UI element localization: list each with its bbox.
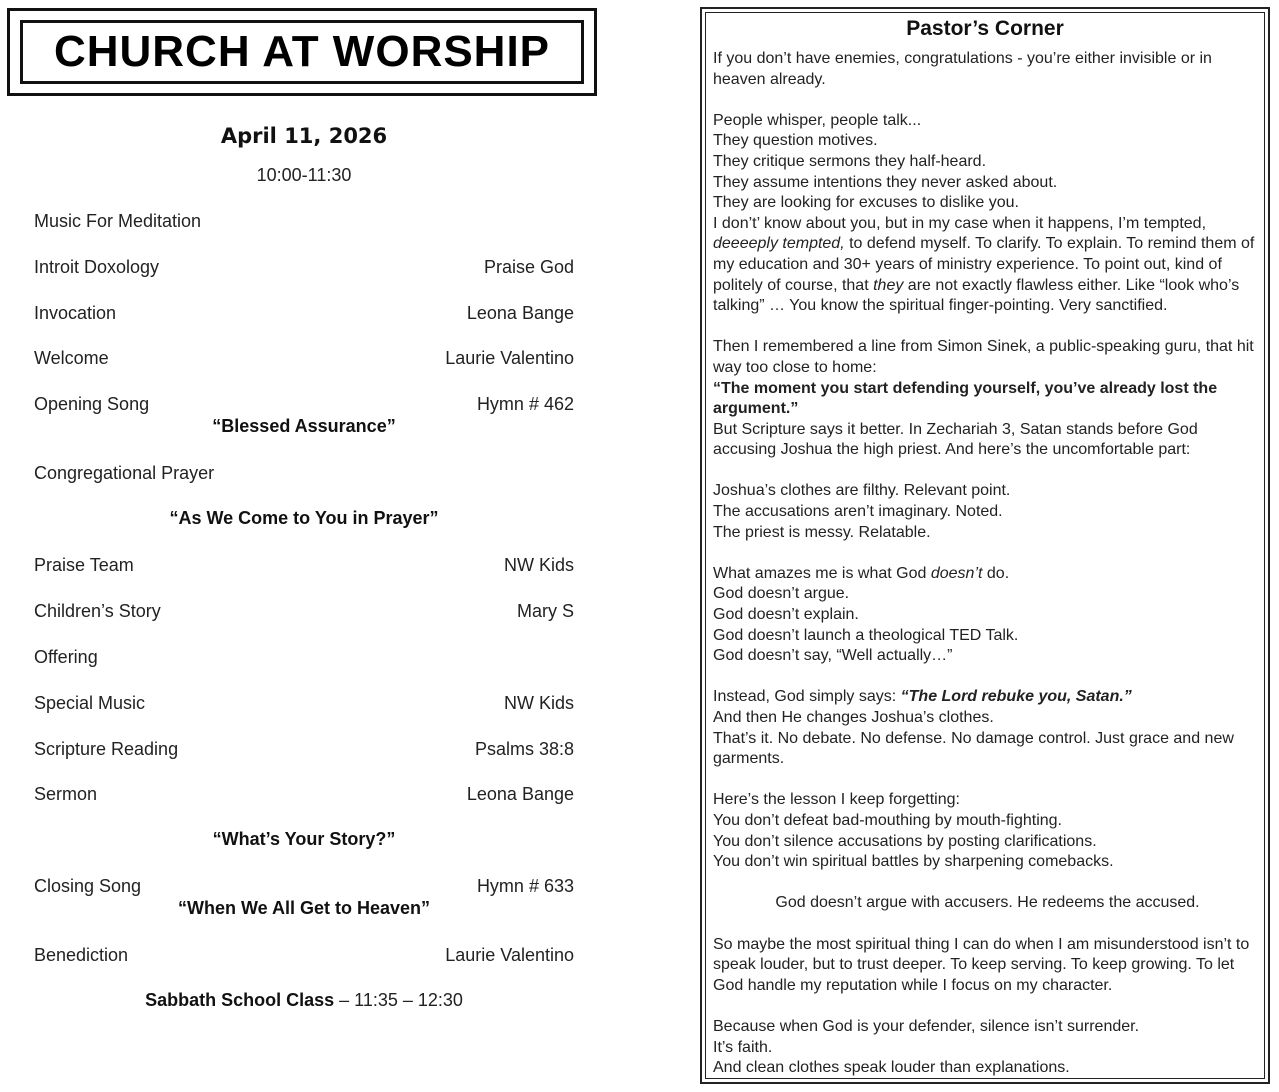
paragraph-trust-deeper: So maybe the most spiritual thing I can do when I am misunderstood isn’t to speak louder, but to trust deeper. To keep serving. To keep growing. To let God handle my reputation while I focus on my character.: [713, 935, 1250, 994]
title-banner-inner: [20, 20, 584, 84]
program-label: Praise Team: [34, 554, 134, 575]
program-label: Children’s Story: [34, 600, 161, 621]
emphasis-text: doesn’t: [930, 564, 983, 582]
text-line: But Scripture says it better. In Zechariah 3, Satan stands before God accusing Joshua the high priest. And here’s the uncomfortable part:: [713, 420, 1198, 459]
service-time: 10:00-11:30: [256, 165, 352, 185]
program-value: Laurie Valentino: [445, 347, 574, 368]
program-row-introit: [34, 255, 574, 279]
program-label: Scripture Reading: [34, 738, 179, 759]
paragraph-rebuke: [713, 687, 1262, 769]
text-line: They critique sermons they half-heard.: [713, 152, 987, 170]
program-row-scripture: [34, 737, 574, 761]
prayer-title: “As We Come to You in Prayer”: [169, 508, 439, 528]
pastors-corner-body: [713, 49, 1262, 1079]
paragraph-people-talk: [713, 111, 1262, 317]
program-value: Praise God: [483, 256, 574, 277]
text-line: Because when God is your defender, silence isn’t surrender.: [713, 1017, 1140, 1035]
text-line: God doesn’t argue.: [713, 585, 850, 603]
text-line: Here’s the lesson I keep forgetting:: [713, 791, 960, 809]
paragraph-key-line: God doesn’t argue with accusers. He redeems the accused.: [775, 894, 1200, 912]
program-label: Offering: [34, 646, 98, 667]
sabbath-school-label: Sabbath School Class: [145, 990, 335, 1010]
emphasis-text: deeeeply tempted,: [713, 235, 845, 253]
sabbath-school-time: – 11:35 – 12:30: [334, 990, 463, 1010]
program-label: Welcome: [34, 347, 109, 368]
text-line: And clean clothes speak louder than explanations.: [713, 1059, 1070, 1077]
text-line: You don’t defeat bad-mouthing by mouth-fighting.: [713, 811, 1062, 829]
program-value: Psalms 38:8: [474, 738, 574, 759]
program-label: Music For Meditation: [34, 210, 202, 231]
program-row-invocation: [34, 301, 574, 325]
inline-text: I don’t’ know about you, but in my case when it happens, I’m tempted,: [713, 214, 1207, 232]
program-row-opening-song: [34, 392, 574, 416]
program-value: Hymn # 633: [476, 875, 574, 896]
program-value: Mary S: [516, 600, 574, 621]
program-row-music-meditation: [34, 209, 574, 233]
text-line: And then He changes Joshua’s clothes.: [713, 709, 994, 726]
paragraph-god-doesnt: [713, 564, 1262, 667]
program-value: Leona Bange: [466, 302, 574, 323]
program-label: Benediction: [34, 944, 129, 965]
sabbath-school-line: [0, 990, 608, 1011]
sermon-title: “What’s Your Story?”: [212, 829, 396, 849]
program-value: NW Kids: [503, 692, 574, 713]
text-line: People whisper, people talk...: [713, 111, 922, 129]
text-line: They assume intentions they never asked about.: [713, 173, 1058, 191]
text-line: God doesn’t launch a theological TED Talk.: [713, 626, 1019, 644]
inline-text: What amazes me is what God: [713, 564, 931, 582]
text-line: [713, 564, 1262, 585]
text-line: That’s it. No debate. No defense. No damage control. Just grace and new garments.: [713, 729, 1234, 768]
program-value: Leona Bange: [466, 783, 574, 804]
text-line: They question motives.: [713, 132, 878, 150]
text-line-tempted: [713, 214, 1262, 317]
text-line: You don’t silence accusations by posting clarifications.: [713, 832, 1097, 850]
emphasis-text: they: [873, 276, 904, 294]
pastors-corner-box: [700, 7, 1270, 1084]
text-line: God doesn’t explain.: [713, 606, 859, 624]
text-line: [713, 687, 1262, 708]
text-line: It’s faith.: [713, 1038, 773, 1056]
paragraph-intro: If you don’t have enemies, congratulations - you’re either invisible or in heaven already.: [713, 50, 1212, 88]
text-line: Then I remembered a line from Simon Sinek, a public-speaking guru, that hit way too close to home:: [713, 338, 1254, 376]
text-line: Joshua’s clothes are filthy. Relevant point.: [713, 482, 1011, 500]
program-value: Laurie Valentino: [445, 944, 574, 965]
text-line: You don’t win spiritual battles by sharpening comebacks.: [713, 853, 1114, 871]
program-label: Sermon: [34, 783, 98, 804]
inline-text: are not exactly flawless either. Like “look who’s talking” … You know the spiritual finger-pointing. Very sanctified.: [713, 276, 1240, 315]
text-line: God doesn’t say, “Well actually…”: [713, 647, 953, 665]
program-row-closing-song: [34, 874, 574, 898]
program-row-childrens-story: [34, 599, 574, 623]
inline-text: do.: [982, 564, 1010, 582]
paragraph-closing: [713, 1017, 1262, 1079]
text-line: They are looking for excuses to dislike you.: [713, 194, 1019, 212]
program-row-offering: [34, 645, 574, 669]
program-label: Introit Doxology: [34, 256, 160, 277]
quote-bold-italic: “The Lord rebuke you, Satan.”: [900, 688, 1132, 706]
program-row-sermon: [34, 782, 574, 806]
program-row-praise-team: [34, 553, 574, 577]
program-label: Opening Song: [34, 393, 150, 414]
program-value: NW Kids: [503, 554, 574, 575]
text-line: The accusations aren’t imaginary. Noted.: [713, 503, 1003, 521]
program-row-benediction: [34, 943, 574, 967]
pastors-corner-heading: Pastor’s Corner: [906, 17, 1064, 40]
program-row-special-music: [34, 691, 574, 715]
program-label: Congregational Prayer: [34, 462, 215, 483]
inline-text: to defend myself. To clarify. To explain. To remind them of my education and 30+ years of ministry experience. To point out, kind of politely of course, that: [713, 235, 1255, 294]
service-date: April 11, 2026: [220, 124, 388, 148]
program-label: Closing Song: [34, 875, 142, 896]
paragraph-joshua: [713, 481, 1262, 543]
title-banner: [7, 8, 597, 96]
inline-text: Instead, God simply says:: [713, 688, 901, 706]
quote-bold: “The moment you start defending yourself, you’ve already lost the argument.”: [713, 379, 1218, 418]
program-value: Hymn # 462: [476, 393, 574, 414]
text-line: The priest is messy. Relatable.: [713, 523, 931, 541]
program-label: Invocation: [34, 302, 117, 323]
paragraph-lesson: [713, 790, 1262, 872]
program-label: Special Music: [34, 692, 146, 713]
bulletin-title: CHURCH AT WORSHIP: [53, 27, 551, 76]
program-row-prayer: [34, 461, 574, 485]
program-row-welcome: [34, 346, 574, 370]
opening-song-title: “Blessed Assurance”: [212, 416, 396, 436]
paragraph-simon-sinek: [713, 337, 1262, 461]
closing-song-title: “When We All Get to Heaven”: [177, 898, 431, 918]
